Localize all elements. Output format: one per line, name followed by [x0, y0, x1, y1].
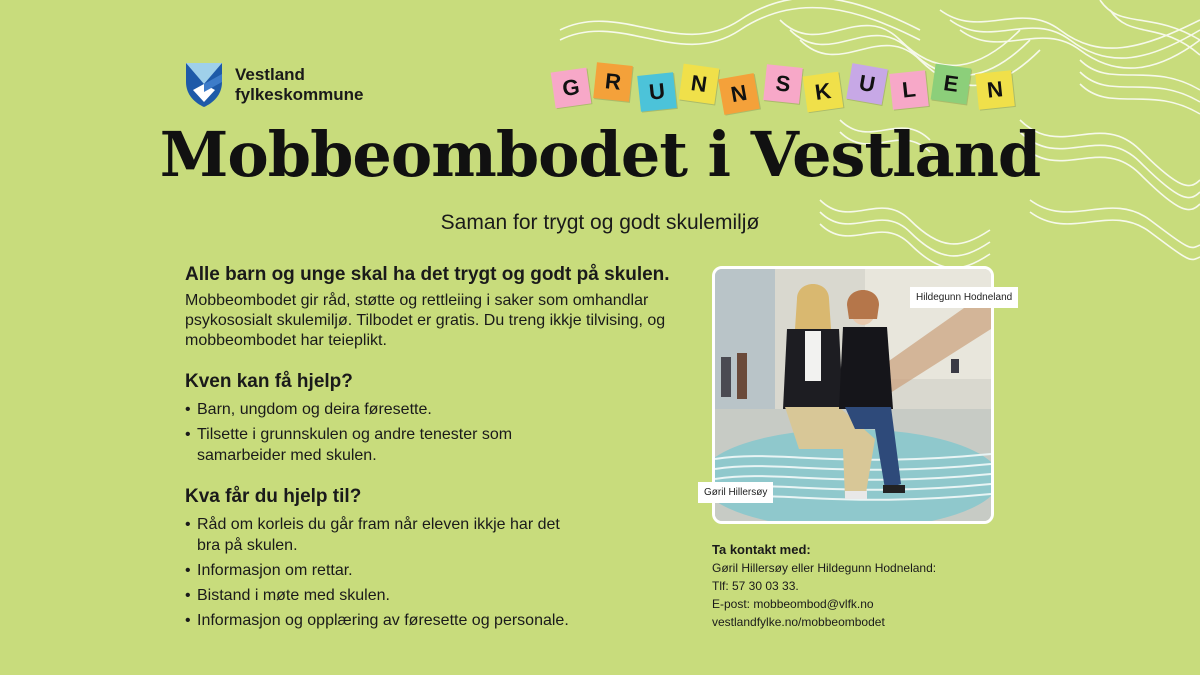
letter-tile: S — [763, 64, 803, 104]
list-item: • Tilsette i grunnskulen og andre tenester som samarbeider med skulen. — [185, 424, 545, 466]
who-list — [185, 399, 705, 466]
contact-names: Gøril Hillersøy eller Hildegunn Hodneland: — [712, 561, 937, 575]
brand-line-2: fylkeskommune — [235, 85, 364, 104]
brand-logo — [185, 62, 364, 108]
letter-tile: U — [637, 72, 677, 112]
list-item: • Informasjon og opplæring av føresette og personale. — [185, 610, 705, 631]
contact-email[interactable]: E-post: mobbeombod@vlfk.no — [712, 597, 874, 611]
brand-line-1: Vestland — [235, 65, 305, 84]
list-item: • Informasjon om rettar. — [185, 560, 705, 581]
letter-tile: N — [679, 64, 720, 105]
grunnskulen-tiles — [553, 54, 1013, 110]
letter-tile: E — [931, 64, 972, 105]
intro-heading: Alle barn og unge skal ha det trygt og godt på skulen. — [185, 264, 670, 285]
letter-tile: R — [593, 62, 633, 102]
contact-phone[interactable]: Tlf: 57 30 03 33. — [712, 579, 799, 593]
letter-tile: N — [975, 70, 1015, 110]
letter-tile: L — [889, 70, 929, 110]
contact-title: Ta kontakt med: — [712, 542, 811, 557]
letter-tile: N — [718, 73, 760, 115]
page-subtitle: Saman for trygt og godt skulemiljø — [440, 211, 760, 234]
letter-tile: U — [846, 63, 888, 105]
what-list — [185, 514, 705, 631]
photo-caption-right: Hildegunn Hodneland — [910, 287, 1018, 308]
who-heading: Kven kan få hjelp? — [185, 371, 353, 392]
list-item: • Barn, ungdom og deira føresette. — [185, 399, 705, 420]
page-title: Mobbeombodet i Vestland — [159, 118, 1041, 191]
shield-logo-icon — [185, 62, 223, 108]
intro-body: Mobbeombodet gir råd, støtte og rettleiing i saker som omhandlar psykososialt skulemiljø. Tilbodet er gratis. Du treng ikkje tilvising, og mobbeombodet har teieplikt. — [185, 292, 666, 349]
brand-name — [235, 65, 364, 105]
list-item: • Bistand i møte med skulen. — [185, 585, 705, 606]
what-heading: Kva får du hjelp til? — [185, 486, 362, 507]
info-content — [185, 264, 705, 635]
contact-info — [712, 541, 936, 631]
letter-tile: G — [551, 68, 592, 109]
contact-web-link[interactable]: vestlandfylke.no/mobbeombodet — [712, 615, 885, 629]
list-item: • Råd om korleis du går fram når eleven ikkje har det bra på skulen. — [185, 514, 570, 556]
letter-tile: K — [803, 72, 844, 113]
photo-caption-left: Gøril Hillersøy — [698, 482, 773, 503]
